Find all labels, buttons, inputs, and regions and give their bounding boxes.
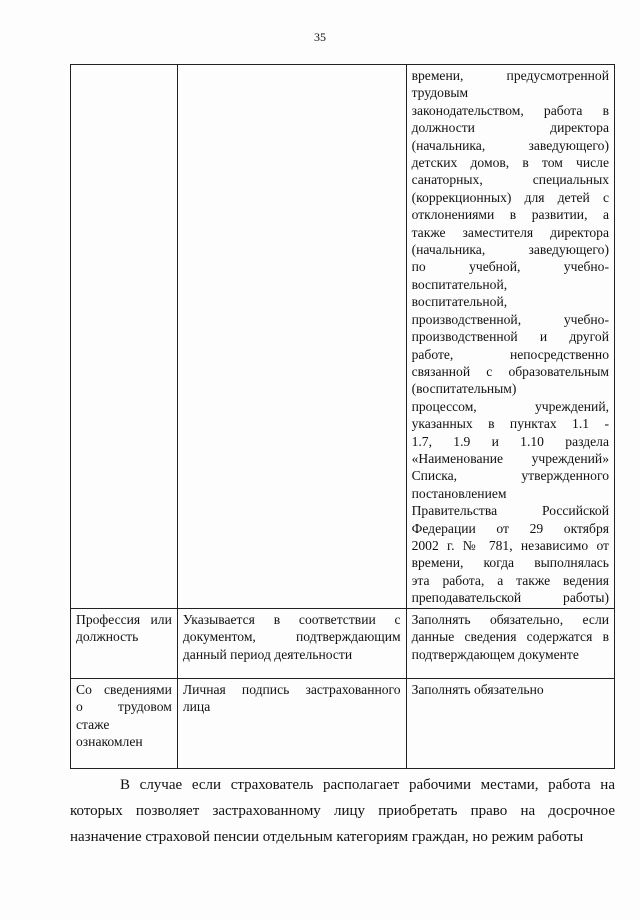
- table-cell-field-name: Со сведениями о трудовом стаже ознакомлен: [71, 679, 178, 769]
- page-number: 35: [314, 30, 326, 44]
- table-cell-field-name: Профессия или должность: [71, 609, 178, 679]
- text-line: (начальника, заведующего): [411, 137, 609, 153]
- text-line: преподавательской работы): [411, 590, 609, 606]
- paragraph-text: В случае если страхователь располагает рабочими местами, работа на которых позволяет застрахованному лицу приобретать право на досрочное назначение страховой пенсии отдельным категориям граждан, но режим работы: [70, 777, 615, 845]
- text-line: Федерации от 29 октября: [411, 520, 609, 536]
- table-cell-description: Личная подпись застрахованного лица: [177, 679, 406, 769]
- text-line: 2002 г. № 781, независимо от: [411, 537, 609, 553]
- text-line: 1.7, 1.9 и 1.10 раздела: [411, 433, 609, 449]
- text-line: процессом, учреждений,: [411, 398, 609, 414]
- table-cell: [177, 65, 406, 609]
- table-cell-description: Указывается в соответствии с документом, подтверждающим данный период деятельности: [177, 609, 406, 679]
- text-line: (воспитательным): [411, 381, 517, 397]
- body-paragraph: [70, 772, 615, 850]
- text-line: эта работа, а также ведения: [411, 572, 609, 588]
- text-line: трудовым: [411, 85, 469, 101]
- text-line: также заместителя директора: [411, 224, 609, 240]
- text-line: производственной, учебно-: [411, 311, 609, 327]
- text-line: детских домов, в том числе: [411, 155, 609, 171]
- text-line: постановлением: [411, 485, 507, 501]
- table-row: [71, 609, 615, 679]
- text-line: отклонениями в развитии, а: [411, 207, 609, 223]
- text-line: времени, предусмотренной: [411, 68, 609, 83]
- text-line: «Наименование учреждений»: [411, 450, 609, 466]
- text-line: воспитательной,: [411, 276, 508, 292]
- table-cell-requirement: Заполнять обязательно, если данные сведения содержатся в подтверждающем документе: [406, 609, 614, 679]
- text-line: Списка, утвержденного: [411, 468, 609, 484]
- text-line: законодательством, работа в: [411, 102, 609, 118]
- text-line: (начальника, заведующего): [411, 242, 609, 258]
- text-line: производственной и другой: [411, 329, 609, 345]
- text-line: связанной с образовательным: [411, 363, 609, 379]
- text-line: времени, когда выполнялась: [411, 555, 609, 571]
- text-line: (коррекционных) для детей с: [411, 189, 609, 205]
- text-line: по учебной, учебно-: [411, 259, 609, 275]
- document-table: [70, 64, 615, 769]
- table-row: [71, 65, 615, 609]
- text-line: должности директора: [411, 120, 609, 136]
- text-line: указанных в пунктах 1.1 -: [411, 416, 609, 432]
- table-cell-requirement: Заполнять обязательно: [406, 679, 614, 769]
- text-line: санаторных, специальных: [411, 172, 609, 188]
- table-cell-continued-text: [406, 65, 614, 609]
- table-cell: [71, 65, 178, 609]
- text-line: работе, непосредственно: [411, 346, 609, 362]
- text-line: Правительства Российской: [411, 503, 609, 519]
- table-row: [71, 679, 615, 769]
- text-line: воспитательной,: [411, 294, 508, 310]
